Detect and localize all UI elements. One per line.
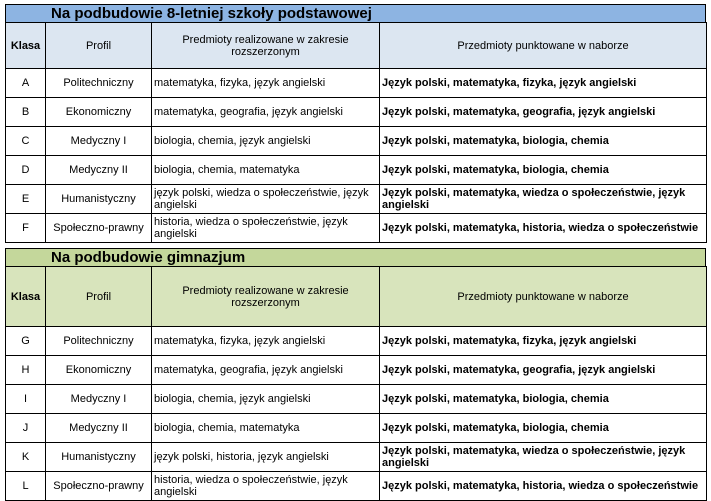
cell-profil: Ekonomiczny: [46, 356, 152, 385]
cell-klasa: C: [6, 127, 46, 156]
table-header-row: [6, 23, 707, 69]
cell-profil: Politechniczny: [46, 69, 152, 98]
header-profil: Profil: [46, 23, 152, 69]
cell-punktowane: Język polski, matematyka, wiedza o społeczeństwie, język angielski: [380, 443, 707, 472]
cell-realizowane: historia, wiedza o społeczeństwie, język angielski: [152, 472, 380, 501]
cell-punktowane: Język polski, matematyka, biologia, chemia: [380, 385, 707, 414]
cell-klasa: A: [6, 69, 46, 98]
cell-profil: Humanistyczny: [46, 443, 152, 472]
cell-punktowane: Język polski, matematyka, geografia, język angielski: [380, 356, 707, 385]
cell-punktowane: Język polski, matematyka, fizyka, język angielski: [380, 327, 707, 356]
header-punktowane: Przedmioty punktowane w naborze: [380, 23, 707, 69]
table-row: [6, 127, 707, 156]
cell-realizowane: matematyka, fizyka, język angielski: [152, 327, 380, 356]
cell-klasa: G: [6, 327, 46, 356]
cell-realizowane: biologia, chemia, język angielski: [152, 127, 380, 156]
header-klasa: Klasa: [6, 23, 46, 69]
cell-klasa: D: [6, 156, 46, 185]
cell-punktowane: Język polski, matematyka, historia, wiedza o społeczeństwie: [380, 472, 707, 501]
cell-profil: Medyczny I: [46, 127, 152, 156]
table-row: [6, 327, 707, 356]
cell-klasa: K: [6, 443, 46, 472]
header-realizowane: Predmioty realizowane w zakresie rozszerzonym: [152, 23, 380, 69]
profile-table: [5, 266, 707, 501]
cell-realizowane: język polski, historia, język angielski: [152, 443, 380, 472]
cell-punktowane: Język polski, matematyka, fizyka, język angielski: [380, 69, 707, 98]
table-row: [6, 156, 707, 185]
cell-punktowane: Język polski, matematyka, historia, wiedza o społeczeństwie: [380, 214, 707, 243]
cell-profil: Politechniczny: [46, 327, 152, 356]
cell-klasa: J: [6, 414, 46, 443]
cell-realizowane: biologia, chemia, język angielski: [152, 385, 380, 414]
cell-punktowane: Język polski, matematyka, geografia, język angielski: [380, 98, 707, 127]
cell-profil: Ekonomiczny: [46, 98, 152, 127]
cell-profil: Medyczny I: [46, 385, 152, 414]
section-gimnazjum: [5, 248, 706, 501]
cell-punktowane: Język polski, matematyka, biologia, chemia: [380, 127, 707, 156]
cell-klasa: I: [6, 385, 46, 414]
header-realizowane: Predmioty realizowane w zakresie rozszerzonym: [152, 267, 380, 327]
cell-klasa: E: [6, 185, 46, 214]
cell-realizowane: biologia, chemia, matematyka: [152, 414, 380, 443]
header-profil: Profil: [46, 267, 152, 327]
table-row: [6, 214, 707, 243]
cell-punktowane: Język polski, matematyka, wiedza o społeczeństwie, język angielski: [380, 185, 707, 214]
cell-klasa: B: [6, 98, 46, 127]
profile-table: [5, 22, 707, 243]
table-row: [6, 356, 707, 385]
table-row: [6, 443, 707, 472]
table-header-row: [6, 267, 707, 327]
cell-realizowane: matematyka, geografia, język angielski: [152, 98, 380, 127]
table-row: [6, 414, 707, 443]
cell-realizowane: matematyka, geografia, język angielski: [152, 356, 380, 385]
cell-profil: Medyczny II: [46, 414, 152, 443]
cell-punktowane: Język polski, matematyka, biologia, chemia: [380, 156, 707, 185]
cell-realizowane: matematyka, fizyka, język angielski: [152, 69, 380, 98]
section-szkola-podstawowa: [5, 4, 706, 243]
cell-realizowane: biologia, chemia, matematyka: [152, 156, 380, 185]
cell-profil: Społeczno-prawny: [46, 214, 152, 243]
cell-profil: Społeczno-prawny: [46, 472, 152, 501]
table-row: [6, 98, 707, 127]
section-title: Na podbudowie gimnazjum: [5, 248, 706, 266]
table-row: [6, 185, 707, 214]
table-row: [6, 69, 707, 98]
cell-klasa: L: [6, 472, 46, 501]
header-punktowane: Przedmioty punktowane w naborze: [380, 267, 707, 327]
cell-profil: Medyczny II: [46, 156, 152, 185]
cell-profil: Humanistyczny: [46, 185, 152, 214]
cell-punktowane: Język polski, matematyka, biologia, chemia: [380, 414, 707, 443]
cell-realizowane: historia, wiedza o społeczeństwie, język angielski: [152, 214, 380, 243]
cell-klasa: H: [6, 356, 46, 385]
header-klasa: Klasa: [6, 267, 46, 327]
section-title: Na podbudowie 8-letniej szkoły podstawowej: [5, 4, 706, 22]
table-row: [6, 385, 707, 414]
table-row: [6, 472, 707, 501]
cell-klasa: F: [6, 214, 46, 243]
cell-realizowane: język polski, wiedza o społeczeństwie, język angielski: [152, 185, 380, 214]
